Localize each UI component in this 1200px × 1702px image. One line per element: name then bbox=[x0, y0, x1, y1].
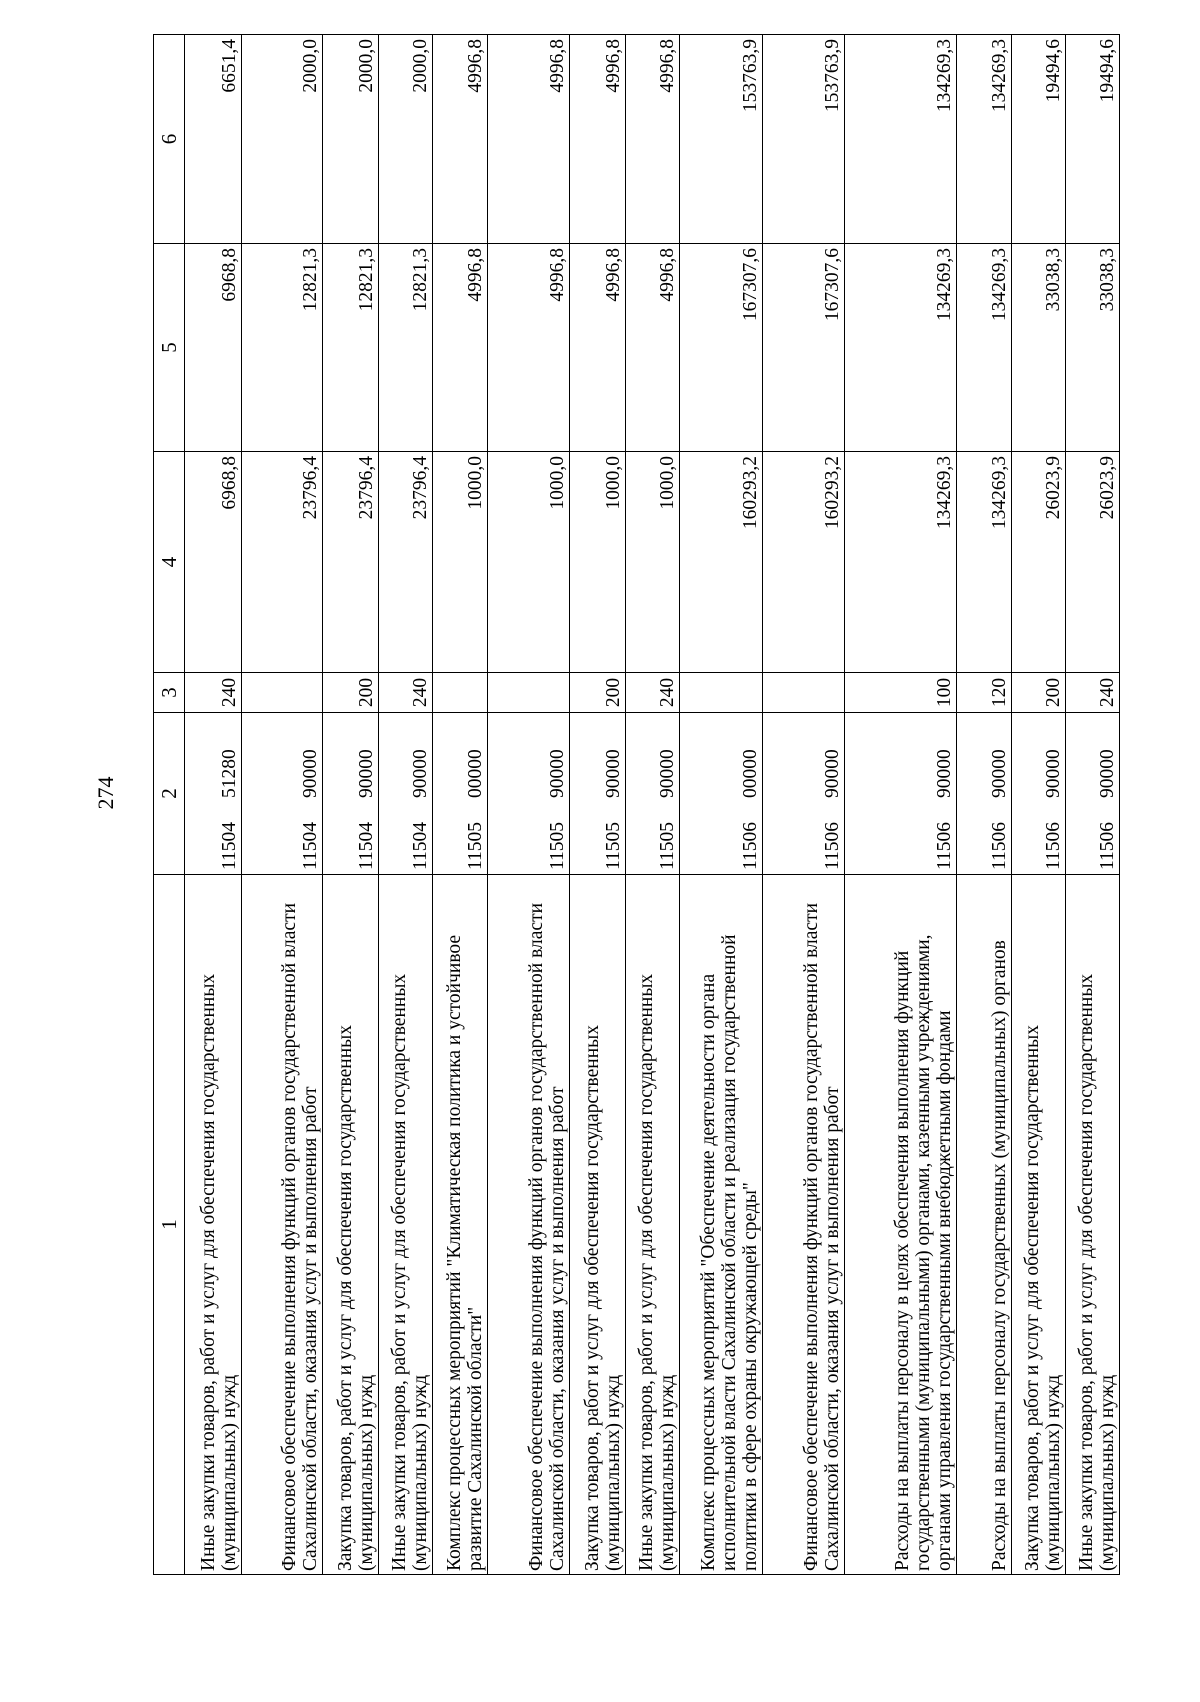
header-col-5: 5 bbox=[154, 244, 185, 452]
row-name: Закупка товаров, работ и услуг для обеспечения государственных (муниципальных) нужд bbox=[1012, 875, 1066, 1575]
row-value-6: 6651,4 bbox=[185, 35, 242, 244]
code-item: 90000 bbox=[1043, 749, 1064, 798]
row-value-5: 12821,3 bbox=[242, 244, 323, 452]
code-item: 00000 bbox=[740, 749, 761, 798]
row-vr bbox=[763, 673, 845, 713]
row-name: Комплекс процессных мероприятий "Обеспечение деятельности органа исполнительной власти Сахалинской области и реализация государственной политики в сфере охраны окружающей среды" bbox=[680, 875, 763, 1575]
row-code bbox=[680, 713, 763, 875]
code-item: 90000 bbox=[547, 749, 568, 798]
row-value-5: 12821,3 bbox=[379, 244, 433, 452]
code-section: 11504 bbox=[410, 821, 431, 870]
row-value-4: 1000,0 bbox=[433, 452, 488, 673]
code-section: 11506 bbox=[740, 821, 761, 870]
row-value-6: 2000,0 bbox=[379, 35, 433, 244]
table-row bbox=[488, 35, 570, 1575]
row-name: Расходы на выплаты персоналу государственных (муниципальных) органов bbox=[957, 875, 1012, 1575]
code-section: 11504 bbox=[356, 821, 377, 870]
row-vr: 200 bbox=[570, 673, 626, 713]
code-section: 11506 bbox=[822, 821, 843, 870]
row-value-5: 167307,6 bbox=[680, 244, 763, 452]
row-vr bbox=[242, 673, 323, 713]
row-value-5: 4996,8 bbox=[626, 244, 680, 452]
row-value-6: 134269,3 bbox=[845, 35, 957, 244]
code-section: 11506 bbox=[934, 821, 955, 870]
row-value-6: 4996,8 bbox=[433, 35, 488, 244]
row-vr bbox=[488, 673, 570, 713]
code-section: 11506 bbox=[989, 821, 1010, 870]
row-code bbox=[626, 713, 680, 875]
header-col-2: 2 bbox=[154, 713, 185, 875]
row-name: Иные закупки товаров, работ и услуг для обеспечения государственных (муниципальных) нужд bbox=[626, 875, 680, 1575]
code-item: 90000 bbox=[1097, 749, 1118, 798]
row-name: Расходы на выплаты персоналу в целях обеспечения выполнения функций государственными (муниципальными) органами, казенными учреждениями, органами управления государственными внебюджетными фондами bbox=[845, 875, 957, 1575]
row-code bbox=[379, 713, 433, 875]
table-row bbox=[957, 35, 1012, 1575]
header-row bbox=[154, 35, 185, 1575]
row-value-6: 153763,9 bbox=[680, 35, 763, 244]
row-value-6: 4996,8 bbox=[570, 35, 626, 244]
code-item: 90000 bbox=[356, 749, 377, 798]
row-code bbox=[488, 713, 570, 875]
code-item: 51280 bbox=[219, 749, 240, 798]
code-section: 11505 bbox=[547, 821, 568, 870]
table-row bbox=[379, 35, 433, 1575]
code-section: 11505 bbox=[603, 821, 624, 870]
code-item: 90000 bbox=[300, 749, 321, 798]
row-value-6: 2000,0 bbox=[242, 35, 323, 244]
code-section: 11506 bbox=[1043, 821, 1064, 870]
row-code bbox=[323, 713, 379, 875]
row-code bbox=[1012, 713, 1066, 875]
row-name: Иные закупки товаров, работ и услуг для обеспечения государственных (муниципальных) нужд bbox=[185, 875, 242, 1575]
code-item: 90000 bbox=[934, 749, 955, 798]
code-item: 90000 bbox=[657, 749, 678, 798]
row-vr: 200 bbox=[323, 673, 379, 713]
table-row bbox=[185, 35, 242, 1575]
code-section: 11505 bbox=[657, 821, 678, 870]
row-value-6: 4996,8 bbox=[626, 35, 680, 244]
row-vr: 100 bbox=[845, 673, 957, 713]
row-code bbox=[242, 713, 323, 875]
table-row bbox=[1066, 35, 1120, 1575]
budget-table bbox=[153, 34, 1120, 1575]
table-row bbox=[626, 35, 680, 1575]
row-name: Финансовое обеспечение выполнения функций органов государственной власти Сахалинской области, оказания услуг и выполнения работ bbox=[242, 875, 323, 1575]
table-row bbox=[433, 35, 488, 1575]
page-number: 274 bbox=[93, 776, 118, 810]
row-value-5: 6968,8 bbox=[185, 244, 242, 452]
row-vr bbox=[680, 673, 763, 713]
row-value-5: 4996,8 bbox=[570, 244, 626, 452]
row-name: Закупка товаров, работ и услуг для обеспечения государственных (муниципальных) нужд bbox=[570, 875, 626, 1575]
code-item: 90000 bbox=[822, 749, 843, 798]
row-value-6: 4996,8 bbox=[488, 35, 570, 244]
code-item: 90000 bbox=[989, 749, 1010, 798]
row-value-4: 26023,9 bbox=[1012, 452, 1066, 673]
row-vr: 240 bbox=[626, 673, 680, 713]
row-name: Комплекс процессных мероприятий "Климатическая политика и устойчивое развитие Сахалинской области" bbox=[433, 875, 488, 1575]
row-code bbox=[763, 713, 845, 875]
row-value-4: 23796,4 bbox=[323, 452, 379, 673]
row-name: Иные закупки товаров, работ и услуг для обеспечения государственных (муниципальных) нужд bbox=[1066, 875, 1120, 1575]
row-code bbox=[433, 713, 488, 875]
row-value-5: 4996,8 bbox=[488, 244, 570, 452]
table-row bbox=[570, 35, 626, 1575]
row-value-5: 33038,3 bbox=[1066, 244, 1120, 452]
row-value-4: 6968,8 bbox=[185, 452, 242, 673]
table-row bbox=[242, 35, 323, 1575]
table-row bbox=[763, 35, 845, 1575]
row-code bbox=[845, 713, 957, 875]
row-value-5: 134269,3 bbox=[957, 244, 1012, 452]
code-item: 00000 bbox=[465, 749, 486, 798]
row-code bbox=[1066, 713, 1120, 875]
row-vr: 240 bbox=[1066, 673, 1120, 713]
row-value-4: 134269,3 bbox=[957, 452, 1012, 673]
header-col-3: 3 bbox=[154, 673, 185, 713]
table-row bbox=[680, 35, 763, 1575]
row-value-4: 134269,3 bbox=[845, 452, 957, 673]
row-vr bbox=[433, 673, 488, 713]
header-col-6: 6 bbox=[154, 35, 185, 244]
row-name: Иные закупки товаров, работ и услуг для обеспечения государственных (муниципальных) нужд bbox=[379, 875, 433, 1575]
row-value-6: 19494,6 bbox=[1066, 35, 1120, 244]
code-section: 11504 bbox=[219, 821, 240, 870]
budget-table-rotated bbox=[153, 35, 1143, 1575]
row-vr: 240 bbox=[185, 673, 242, 713]
code-section: 11506 bbox=[1097, 821, 1118, 870]
row-name: Закупка товаров, работ и услуг для обеспечения государственных (муниципальных) нужд bbox=[323, 875, 379, 1575]
row-value-5: 12821,3 bbox=[323, 244, 379, 452]
table-row bbox=[845, 35, 957, 1575]
row-value-4: 160293,2 bbox=[680, 452, 763, 673]
row-value-5: 134269,3 bbox=[845, 244, 957, 452]
row-value-6: 19494,6 bbox=[1012, 35, 1066, 244]
code-item: 90000 bbox=[603, 749, 624, 798]
row-value-4: 23796,4 bbox=[379, 452, 433, 673]
row-name: Финансовое обеспечение выполнения функций органов государственной власти Сахалинской области, оказания услуг и выполнения работ bbox=[488, 875, 570, 1575]
row-value-4: 23796,4 bbox=[242, 452, 323, 673]
code-section: 11504 bbox=[300, 821, 321, 870]
header-col-1: 1 bbox=[154, 875, 185, 1575]
row-value-4: 160293,2 bbox=[763, 452, 845, 673]
row-value-6: 153763,9 bbox=[763, 35, 845, 244]
table-row bbox=[1012, 35, 1066, 1575]
row-code bbox=[570, 713, 626, 875]
row-value-4: 26023,9 bbox=[1066, 452, 1120, 673]
row-value-4: 1000,0 bbox=[570, 452, 626, 673]
header-col-4: 4 bbox=[154, 452, 185, 673]
row-code bbox=[957, 713, 1012, 875]
row-vr: 240 bbox=[379, 673, 433, 713]
row-value-4: 1000,0 bbox=[626, 452, 680, 673]
row-value-6: 2000,0 bbox=[323, 35, 379, 244]
row-value-6: 134269,3 bbox=[957, 35, 1012, 244]
row-value-4: 1000,0 bbox=[488, 452, 570, 673]
row-value-5: 167307,6 bbox=[763, 244, 845, 452]
code-section: 11505 bbox=[465, 821, 486, 870]
row-name: Финансовое обеспечение выполнения функций органов государственной власти Сахалинской области, оказания услуг и выполнения работ bbox=[763, 875, 845, 1575]
row-value-5: 4996,8 bbox=[433, 244, 488, 452]
row-vr: 120 bbox=[957, 673, 1012, 713]
row-value-5: 33038,3 bbox=[1012, 244, 1066, 452]
row-code bbox=[185, 713, 242, 875]
row-vr: 200 bbox=[1012, 673, 1066, 713]
table-row bbox=[323, 35, 379, 1575]
code-item: 90000 bbox=[410, 749, 431, 798]
